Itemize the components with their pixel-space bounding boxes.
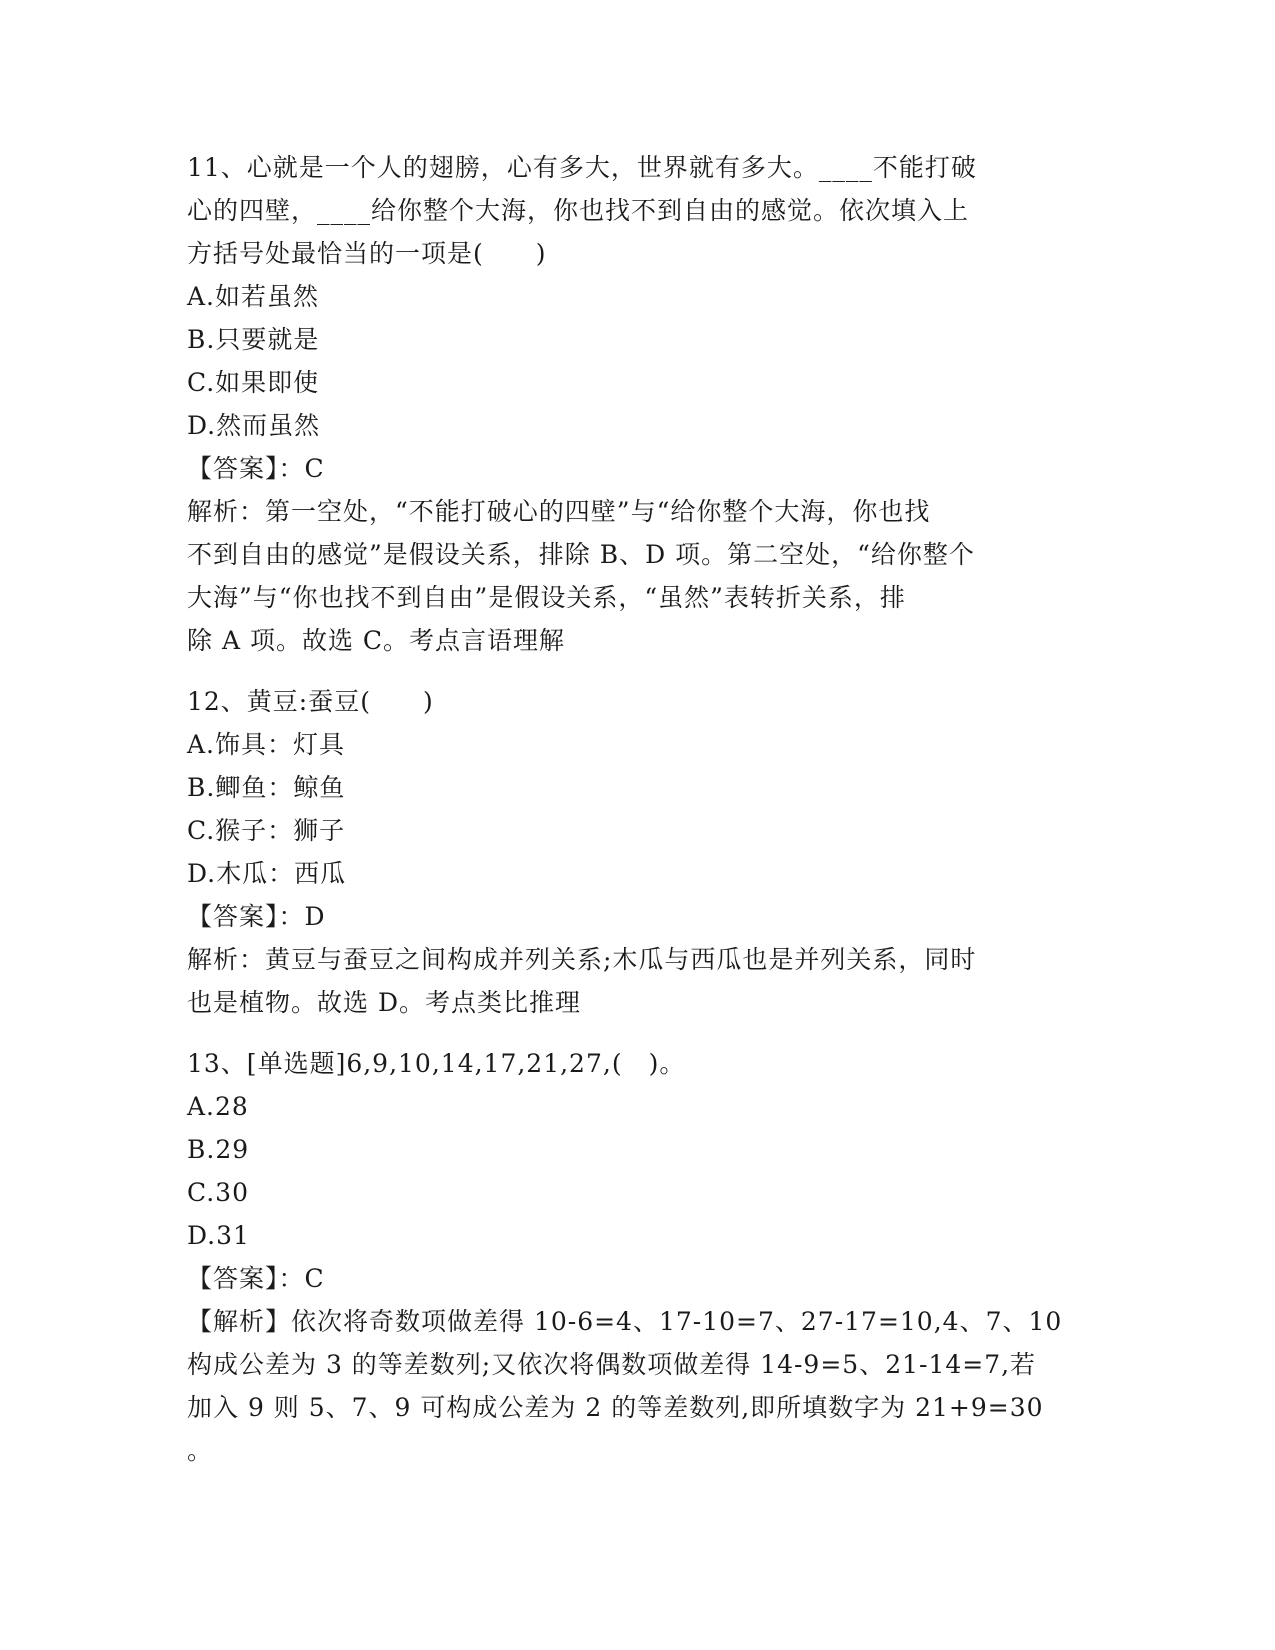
option-a: A.如若虽然 <box>187 282 320 311</box>
option-a: A.饰具：灯具 <box>187 730 346 759</box>
option-d: D.然而虽然 <box>187 411 321 440</box>
option-c: C.30 <box>187 1178 249 1207</box>
analysis-line: 大海”与“你也找不到自由”是假设关系，“虽然”表转折关系，排 <box>187 583 906 612</box>
question-stem-line: 13、[单选题]6,9,10,14,17,21,27,( )。 <box>187 1049 686 1078</box>
analysis-line: 加入 9 则 5、7、9 可构成公差为 2 的等差数列,即所填数字为 21+9=30 <box>187 1393 1044 1422</box>
option-c: C.如果即使 <box>187 368 320 397</box>
analysis-line: 解析：黄豆与蚕豆之间构成并列关系;木瓜与西瓜也是并列关系，同时 <box>187 945 977 974</box>
analysis-line: 。 <box>187 1436 214 1465</box>
analysis-line: 不到自由的感觉”是假设关系，排除 B、D 项。第二空处，“给你整个 <box>187 540 975 569</box>
option-a: A.28 <box>187 1092 249 1121</box>
option-c: C.猴子：狮子 <box>187 816 346 845</box>
answer-line: 【答案】：D <box>187 902 326 931</box>
question-block <box>187 680 1087 1024</box>
answer-line: 【答案】：C <box>187 454 325 483</box>
option-d: D.31 <box>187 1221 250 1250</box>
analysis-line: 也是植物。故选 D。考点类比推理 <box>187 988 581 1017</box>
question-block <box>187 1042 1087 1472</box>
analysis-line: 【解析】依次将奇数项做差得 10-6=4、17-10=7、27-17=10,4、7、10 <box>187 1307 1063 1336</box>
option-b: B.只要就是 <box>187 325 320 354</box>
question-stem-line: 心的四壁，____给你整个大海，你也找不到自由的感觉。依次填入上 <box>187 196 970 225</box>
answer-line: 【答案】：C <box>187 1264 325 1293</box>
question-stem-line: 方括号处最恰当的一项是( ) <box>187 239 547 268</box>
question-stem-line: 11、心就是一个人的翅膀，心有多大，世界就有多大。____不能打破 <box>187 153 977 182</box>
option-b: B.29 <box>187 1135 250 1164</box>
question-spacer <box>187 662 1087 680</box>
question-stem-line: 12、黄豆:蚕豆( ) <box>187 687 434 716</box>
analysis-line: 解析：第一空处，“不能打破心的四壁”与“给你整个大海，你也找 <box>187 497 931 526</box>
document-body <box>187 146 1087 1472</box>
option-b: B.鲫鱼：鲸鱼 <box>187 773 346 802</box>
analysis-line: 除 A 项。故选 C。考点言语理解 <box>187 626 566 655</box>
question-block <box>187 146 1087 662</box>
question-spacer <box>187 1024 1087 1042</box>
option-d: D.木瓜：西瓜 <box>187 859 347 888</box>
analysis-line: 构成公差为 3 的等差数列;又依次将偶数项做差得 14-9=5、21-14=7,若 <box>187 1350 1037 1379</box>
